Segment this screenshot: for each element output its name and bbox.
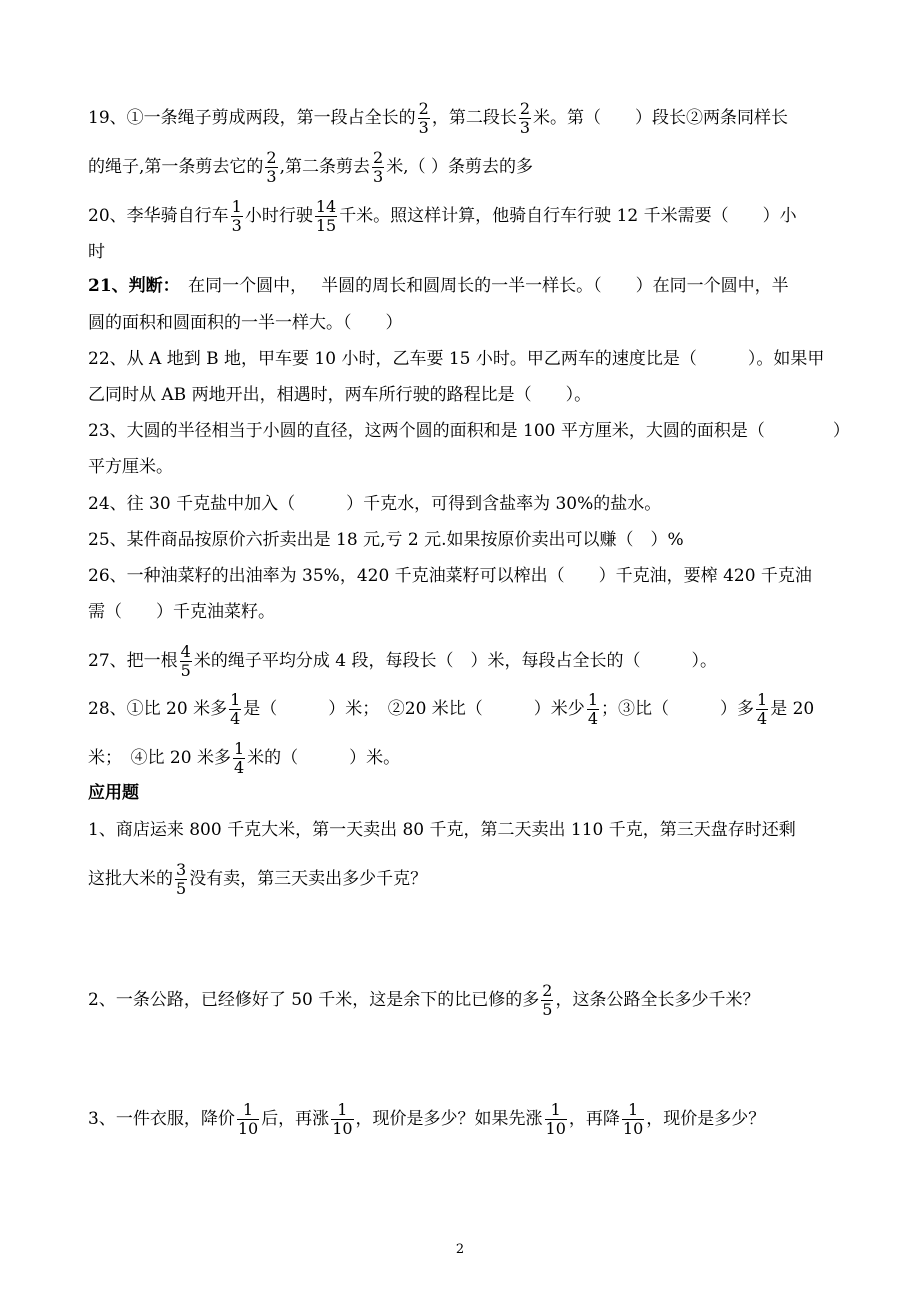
q19-text-3: 米。第（ ）段长②两条同样长 <box>533 108 789 128</box>
question-23-line-1: 23、大圆的半径相当于小圆的直径，这两个圆的面积和是 100 平方厘米，大圆的面积是（ ） <box>88 421 850 441</box>
section-title-applied-problems: 应用题 <box>88 783 139 803</box>
p3-text-5: ，现价是多少？ <box>646 1109 766 1129</box>
q28-text-5: 米； ④比 20 米多 <box>88 748 231 768</box>
problem-3 <box>88 1101 868 1138</box>
q27-text-2: 米的绳子平均分成 4 段，每段长（ ）米，每段占全长的（ ）。 <box>193 651 717 671</box>
question-22-line-1: 22、从 A 地到 B 地，甲车要 10 小时，乙车要 15 小时。甲乙两车的速度比是（ ）。如果甲 <box>88 349 825 369</box>
p2-text-1: 2、一条公路，已经修好了 50 千米，这是余下的比已修的多 <box>88 990 540 1010</box>
q19-text-4: 的绳子,第一条剪去它的 <box>88 157 264 177</box>
question-26-line-2: 需（ ）千克油菜籽。 <box>88 602 275 622</box>
fraction-one-quarter: $\frac{1}{4}$ <box>757 690 768 728</box>
q19-text-5: ,第二条剪去 <box>279 157 370 177</box>
p1-text-2: 没有卖，第三天卖出多少千克？ <box>189 869 428 889</box>
p3-text-3: ，现价是多少？如果先涨 <box>355 1109 543 1129</box>
q20-text-3: 千米。照这样计算，他骑自行车行驶 12 千米需要（ ）小 <box>339 206 797 226</box>
question-19-line-1 <box>88 100 868 137</box>
fraction-two-fifths: $\frac{2}{5}$ <box>542 981 553 1019</box>
fraction-one-tenth: $\frac{1}{10}$ <box>237 1100 259 1138</box>
page-number: 2 <box>455 1242 465 1257</box>
question-23-line-2: 平方厘米。 <box>88 457 173 477</box>
problem-2 <box>88 982 868 1019</box>
question-28-line-2 <box>88 740 868 777</box>
q28-text-6: 米的（ ）米。 <box>247 748 401 768</box>
question-22-line-2: 乙同时从 AB 两地开出，相遇时，两车所行驶的路程比是（ ）。 <box>88 385 592 405</box>
question-19-line-2 <box>88 149 868 186</box>
q21-label: 21、判断： <box>88 276 172 296</box>
fraction-one-tenth: $\frac{1}{10}$ <box>332 1100 353 1138</box>
question-27 <box>88 643 868 680</box>
fraction-four-fifths: $\frac{4}{5}$ <box>180 642 191 680</box>
fraction-one-tenth: $\frac{1}{10}$ <box>622 1100 644 1138</box>
p1-text-1: 这批大米的 <box>88 869 173 889</box>
q28-text-1: 28、①比 20 米多 <box>88 699 228 719</box>
problem-1-line-2 <box>88 861 868 898</box>
fraction-three-fifths: $\frac{3}{5}$ <box>176 860 187 898</box>
question-21-line-1 <box>88 276 868 296</box>
fraction-two-thirds: $\frac{2}{3}$ <box>266 148 277 186</box>
fraction-one-third: $\frac{1}{3}$ <box>231 197 242 235</box>
fraction-two-thirds: $\frac{2}{3}$ <box>418 99 429 137</box>
question-21-line-2: 圆的面积和圆面积的一半一样大。（ ） <box>88 313 403 333</box>
fraction-one-quarter: $\frac{1}{4}$ <box>587 690 598 728</box>
q20-text-1: 20、李华骑自行车 <box>88 206 229 226</box>
question-24: 24、往 30 千克盐中加入（ ）千克水，可得到含盐率为 30%的盐水。 <box>88 494 662 514</box>
fraction-two-thirds: $\frac{2}{3}$ <box>519 99 531 137</box>
q28-text-3: ；③比（ ）多 <box>601 699 754 719</box>
question-20-line-2: 时 <box>88 242 105 262</box>
p2-text-2: ，这条公路全长多少千米？ <box>555 990 760 1010</box>
p3-text-2: 后，再涨 <box>261 1109 330 1129</box>
fraction-two-thirds: $\frac{2}{3}$ <box>373 148 384 186</box>
q21-text-1: 在同一个圆中， 半圆的周长和圆周长的一半一样长。（ ）在同一个圆中，半 <box>171 276 789 296</box>
fraction-fourteen-fifteenths: $\frac{14}{15}$ <box>315 197 337 235</box>
q28-text-2: 是（ ）米； ②20 米比（ ）米少 <box>243 699 585 719</box>
p3-text-4: ，再降 <box>568 1109 620 1129</box>
fraction-one-tenth: $\frac{1}{10}$ <box>545 1100 566 1138</box>
question-26-line-1: 26、一种油菜籽的出油率为 35%，420 千克油菜籽可以榨出（ ）千克油，要榨 420 千克油 <box>88 566 812 586</box>
question-25: 25、某件商品按原价六折卖出是 18 元,亏 2 元.如果按原价卖出可以赚（ ）% <box>88 530 684 550</box>
q20-text-2: 小时行驶 <box>244 206 313 226</box>
q19-text-6: 米,（ ）条剪去的多 <box>386 157 533 177</box>
problem-1-line-1: 1、商店运来 800 千克大米，第一天卖出 80 千克，第二天卖出 110 千克，第三天盘存时还剩 <box>88 820 796 840</box>
question-20-line-1 <box>88 198 868 235</box>
question-28-line-1 <box>88 691 868 728</box>
q19-text-2: ，第二段长 <box>431 108 517 128</box>
q28-text-4: 是 20 <box>770 699 815 719</box>
p3-text-1: 3、一件衣服，降价 <box>88 1109 235 1129</box>
q19-text-1: 19、①一条绳子剪成两段，第一段占全长的 <box>88 108 416 128</box>
fraction-one-quarter: $\frac{1}{4}$ <box>230 690 241 728</box>
q27-text-1: 27、把一根 <box>88 651 178 671</box>
fraction-one-quarter: $\frac{1}{4}$ <box>233 739 245 777</box>
